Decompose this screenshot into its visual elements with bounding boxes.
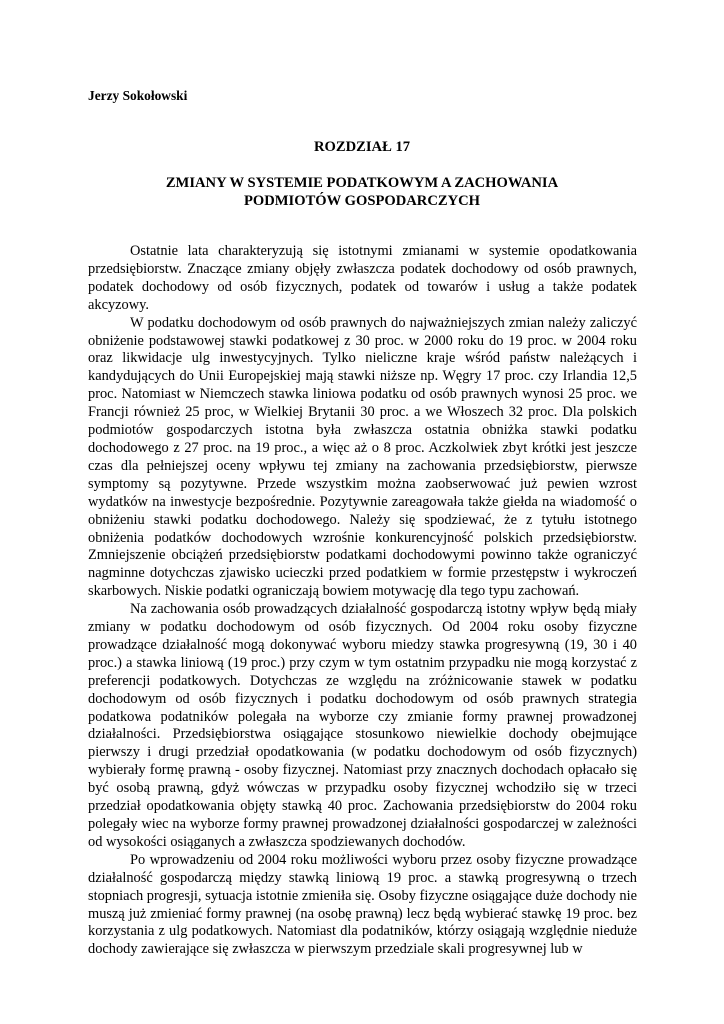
chapter-title-line: PODMIOTÓW GOSPODARCZYCH: [243, 193, 481, 209]
chapter-title-line: ZMIANY W SYSTEMIE PODATKOWYM A ZACHOWANIA: [165, 175, 559, 191]
paragraph: W podatku dochodowym od osób prawnych do najważniejszych zmian należy zaliczyć obniżenie podstawowej stawki podatkowej z 30 proc. w 2000 roku do 19 proc. w 2004 roku oraz likwidacje ulg inwestycyjnych. Tylko nieliczne kraje wśród państw należących i kandydujących do Unii Europejskiej mają stawki niższe np. Węgry 17 proc. czy Irlandia 12,5 proc. Natomiast w Niemczech stawka liniowa podatku od osób prawnych wynosi 25 proc. we Francji również 25 proc, w Wielkiej Brytanii 30 proc. a we Włoszech 32 proc. Dla polskich podmiotów gospodarczych istotna była zwłaszcza ostatnia obniżka stawki podatku dochodowego z 27 proc. na 19 proc., a więc aż o 8 proc. Aczkolwiek zbyt krótki jest jeszcze czas dla pełniejszej oceny wpływu tej zmiany na zachowania przedsiębiorstw, pierwsze symptomy są pozytywne. Przede wszystkim można zaobserwować już pewien wzrost wydatków na inwestycje bezpośrednie. Pozytywnie zareagowała także giełda na wiadomość o obniżeniu stawki podatku dochodowego. Należy się spodziewać, że z tytułu istotnego obniżenia podatków dochodowych wzrośnie konkurencyjność polskich przedsiębiorstw. Zmniejszenie obciążeń przedsiębiorstw podatkami dochodowymi powinno także ograniczyć nagminne dotychczas zjawisko ucieczki przed podatkiem w formie przestępstw i wykroczeń skarbowych. Niskie podatki ograniczają bowiem motywację dla tego typu zachowań.: [88, 314, 637, 600]
paragraph: Po wprowadzeniu od 2004 roku możliwości wyboru przez osoby fizyczne prowadzące działalność gospodarczą między stawką liniową 19 proc. a stawką progresywną o trzech stopniach progresji, sytuacja istotnie zmieniła się. Osoby fizyczne osiągające duże dochody nie muszą już zmieniać formy prawnej (na osobę prawną) lecz będą wybierać stawkę 19 proc. bez korzystania z ulg podatkowych. Natomiast dla podatników, którzy osiągają względnie nieduże dochody zawierające się zwłaszcza w pierwszym przedziale skali progresywnej lub w: [88, 851, 637, 958]
chapter-heading: ROZDZIAŁ 17: [313, 139, 411, 155]
paragraph: Na zachowania osób prowadzących działalność gospodarczą istotny wpływ będą miały zmiany w podatku dochodowym od osób fizycznych. Od 2004 roku osoby fizyczne prowadzące działalność mogą dokonywać wyboru miedzy stawka progresywną (19, 30 i 40 proc.) a stawka liniową (19 proc.) przy czym w tym ostatnim przypadku nie mogą korzystać z preferencji podatkowych. Dotychczas ze względu na zróżnicowanie stawek w podatku dochodowym od osób fizycznych i podatku dochodowym od osób prawnych strategia podatkowa podatników polegała na wyborze czy zmianie formy prawnej prowadzonej działalności. Przedsiębiorstwa osiągające stosunkowo niewielkie dochody obejmujące pierwszy i drugi przedział opodatkowania (w podatku dochodowym od osób fizycznych) wybierały formę prawną - osoby fizycznej. Natomiast przy znacznych dochodach opłacało się być osobą prawną, gdyż wówczas w przypadku osoby fizycznej wchodziło się w trzeci przedział opodatkowania objęty stawką 40 proc. Zachowania przedsiębiorstw do 2004 roku polegały wiec na wyborze formy prawnej prowadzonej działalności gospodarczej w zależności od wysokości osiąganych a zwłaszcza spodziewanych dochodów.: [88, 601, 637, 850]
author-name: Jerzy Sokołowski: [88, 88, 188, 103]
body-text: [88, 243, 637, 959]
paragraph: Ostatnie lata charakteryzują się istotnymi zmianami w systemie opodatkowania przedsiębiorstw. Znaczące zmiany objęły zwłaszcza podatek dochodowy od osób prawnych, podatek dochodowy od osób fizycznych, podatek od towarów i usług a także podatek akcyzowy.: [88, 243, 637, 313]
chapter-title: [88, 174, 636, 210]
